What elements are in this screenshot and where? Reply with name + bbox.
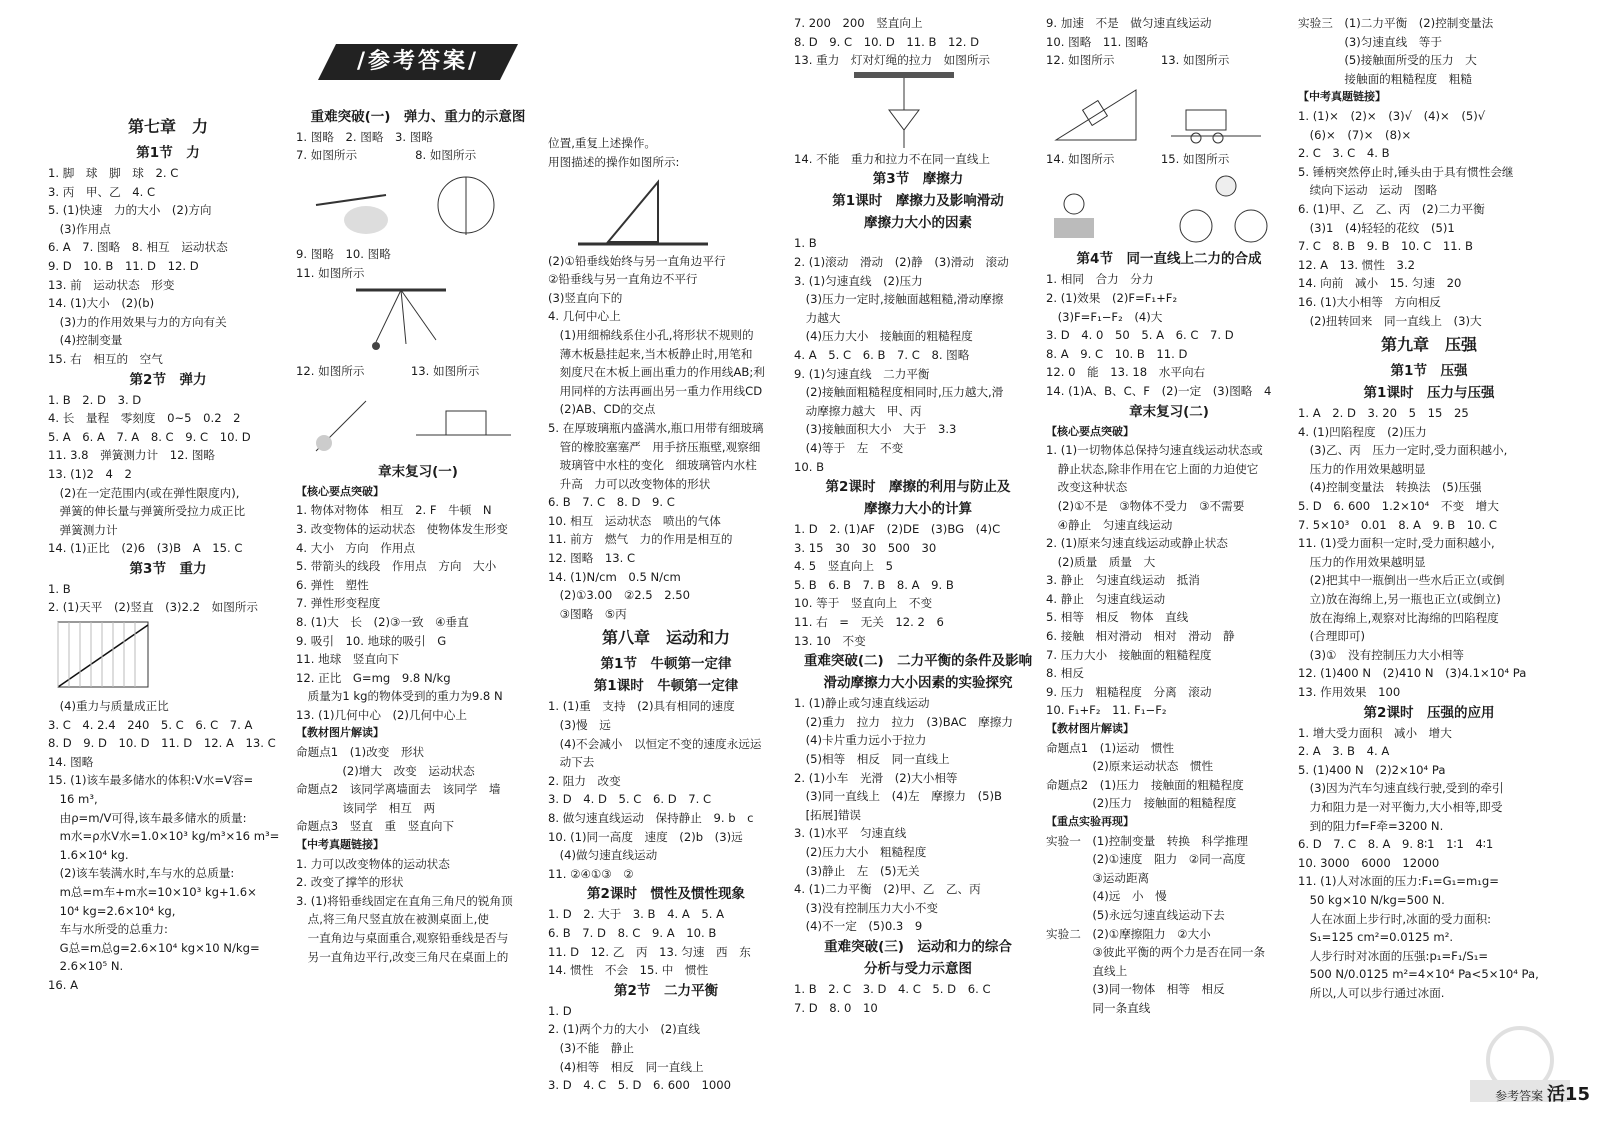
answer-line: 7. 压力大小 接触面的粗糙程度 [1046, 647, 1212, 662]
answer-line: (3)作用点 [48, 221, 111, 236]
answer-line: 一直角边与桌面重合,观察铅垂线是否与 [296, 931, 509, 945]
figure-fig1213b-icon [1046, 70, 1292, 150]
answer-line: 同一条直线 [1046, 1000, 1151, 1015]
answer-line: 3. D 4. C 5. D 6. 600 1000 [548, 1078, 731, 1093]
answer-line: 4. 大小 方向 作用点 [296, 540, 416, 555]
answer-line: 9. 加速 不是 做匀速直线运动 [1046, 16, 1212, 30]
answer-line: (2)AB、CD的交点 [548, 402, 656, 417]
section-title: 滑动摩擦力大小因素的实验探究 [823, 675, 1013, 692]
answer-line: 4. 长 量程 零刻度 0~5 0.2 2 [48, 411, 241, 426]
answer-line: 14. 如图所示 15. 如图所示 [1046, 151, 1230, 166]
answer-line: 13. (1)2 4 2 [48, 466, 132, 481]
answer-line: ③彼此平衡的两个力是否在同一条 [1046, 945, 1266, 960]
answer-line: ④静止 匀速直线运动 [1046, 517, 1173, 532]
answer-line: 6. 接触 相对滑动 相对 滑动 静 [1046, 629, 1235, 644]
answer-line: (3)压力一定时,接触面越粗糙,滑动摩擦 [794, 292, 1004, 307]
answer-line: [拓展]错误 [794, 807, 862, 822]
section-title: 第1课时 摩擦力及影响滑动 [832, 193, 1004, 210]
answer-line: 1. D [548, 1003, 572, 1018]
page-footer [1420, 1080, 1590, 1106]
answer-line: 7. 5×10³ 0.01 8. A 9. B 10. C [1298, 517, 1498, 532]
answer-line: (3)F=F₁−F₂ (4)大 [1046, 309, 1163, 324]
subsection-tag: 【教材图片解读】 [1046, 722, 1134, 736]
section-title: 第1课时 牛顿第一定律 [593, 678, 739, 695]
answer-line: 11. 地球 竖直向下 [296, 652, 400, 667]
answer-line: 3. D 4. D 5. C 6. D 7. C [548, 792, 712, 807]
answer-line: (4)远 小 慢 [1046, 889, 1167, 904]
answer-line: 7. 200 200 竖直向上 [794, 16, 923, 30]
answer-line: (3)力的作用效果与力的方向有关 [48, 314, 227, 329]
answer-line: (2)原来运动状态 惯性 [1046, 759, 1214, 774]
answer-line: 5. 在厚玻璃瓶内盛满水,瓶口用带有细玻璃 [548, 420, 764, 435]
answer-line: (3)1 (4)轻轻的花纹 (5)1 [1298, 220, 1455, 235]
answer-line: (5)永远匀速直线运动下去 [1046, 907, 1225, 922]
answer-line: 2. C 3. C 4. B [1298, 146, 1390, 161]
answer-line: 3. (1)匀速直线 (2)压力 [794, 273, 923, 288]
section-title: 第2节 二力平衡 [614, 982, 718, 999]
answer-line: 1. A 2. D 3. 20 5 15 25 [1298, 406, 1469, 421]
answer-line: (3)接触面积大小 大于 3.3 [794, 422, 957, 437]
answer-line: (3)不能 静止 [548, 1040, 634, 1055]
answer-line: (4)等于 左 不变 [794, 440, 904, 455]
subsection-tag: 【中考真题链接】 [296, 838, 384, 852]
answer-line: 用图描述的操作如图所示: [548, 154, 680, 169]
answer-line: (3)① 没有控制压力大小相等 [1298, 647, 1464, 662]
answer-line: 8. A 9. C 10. B 11. D [1046, 346, 1188, 361]
section-title: 第4节 同一直线上二力的合成 [1076, 251, 1262, 268]
answer-line: 12. 正比 G=mg 9.8 N/kg [296, 670, 451, 685]
answer-line: 放在海绵上,观察对比海绵的凹陷程度 [1298, 610, 1499, 625]
answer-line: G总=m总g=2.6×10⁴ kg×10 N/kg= [48, 940, 260, 955]
answer-line: 9. 图略 10. 图略 [296, 246, 391, 261]
figure-lamp-icon [794, 70, 1042, 150]
answer-line: 5. A 6. A 7. A 8. C 9. C 10. D [48, 429, 251, 444]
answer-line: 1. 物体对物体 相互 2. F 牛顿 N [296, 503, 492, 518]
answer-line: 9. 吸引 10. 地球的吸引 G [296, 633, 447, 648]
answer-line: 13. 重力 灯对灯绳的拉力 如图所示 [794, 53, 991, 68]
answer-line: 14. 向前 减小 15. 匀速 20 [1298, 276, 1462, 291]
answer-line: 实验一 (1)控制变量 转换 科学推理 [1046, 833, 1248, 848]
answer-line: (4)做匀速直线运动 [548, 848, 658, 863]
answer-line: (4)重力与质量成正比 [48, 699, 169, 714]
answer-line: 弹簧的伸长量与弹簧所受拉力成正比 [48, 504, 246, 519]
answer-line: 16. (1)大小相等 方向相反 [1298, 294, 1441, 309]
answer-line: 4. A 5. C 6. B 7. C 8. 图略 [794, 347, 970, 362]
answer-line: 12. 图略 13. C [548, 551, 636, 566]
section-title: 摩擦力大小的因素 [864, 215, 972, 232]
answer-line: 力越大 [794, 310, 841, 325]
answer-line: 1. D 2. (1)AF (2)DE (3)BG (4)C [794, 522, 1001, 537]
answer-line: 2. (1)滚动 滑动 (2)静 (3)滑动 滚动 [794, 254, 1009, 269]
answer-line: 10. (1)同一高度 速度 (2)b (3)远 [548, 829, 743, 844]
answer-line: 点,将三角尺竖直放在被测桌面上,使 [296, 912, 489, 927]
answer-line: (2)增大 改变 运动状态 [296, 763, 475, 778]
answer-line: 4. (1)二力平衡 (2)甲、乙 乙、丙 [794, 882, 981, 897]
answer-line: 动下去 [548, 755, 595, 770]
answer-line: 1. (1)重 支持 (2)具有相同的速度 [548, 699, 735, 714]
answer-line: ②铅垂线与另一直角边不平行 [548, 272, 698, 287]
answer-line: S₁=125 cm²=0.0125 m². [1298, 930, 1454, 945]
answer-line: 动摩擦力越大 甲、丙 [794, 403, 922, 418]
answer-line: 压力的作用效果越明显 [1298, 461, 1426, 476]
column-6 [1298, 14, 1560, 1003]
answer-line: (3)慢 远 [548, 718, 611, 733]
answer-line: 位置,重复上述操作。 [548, 136, 657, 151]
answer-line: 命题点2 该同学离墙面去 该同学 墙 [296, 782, 501, 797]
answer-line: (2)质量 质量 大 [1046, 554, 1156, 569]
answer-line: 500 N/0.0125 m²=4×10⁴ Pa<5×10⁴ Pa, [1298, 967, 1539, 982]
answer-line: 9. D 10. B 11. D 12. D [48, 258, 199, 273]
answer-line: 11. (1)受力面积一定时,受力面积越小, [1298, 536, 1495, 551]
answer-line: 6. (1)甲、乙 乙、丙 (2)二力平衡 [1298, 201, 1485, 216]
answer-line: 5. (1)快速 力的大小 (2)方向 [48, 203, 212, 218]
answer-line: 2.6×10⁵ N. [48, 959, 124, 974]
answer-line: 4. 静止 匀速直线运动 [1046, 591, 1166, 606]
column-1 [48, 112, 288, 995]
answer-line: 1. B 2. C 3. D 4. C 5. D 6. C [794, 981, 991, 996]
answer-line: 6. D 7. C 8. A 9. 8∶1 1∶1 4∶1 [1298, 837, 1494, 852]
answer-line: (6)× (7)× (8)× [1298, 127, 1412, 142]
answer-line: (1)用细棉线系住小孔,将形状不规则的 [548, 327, 754, 342]
answer-line: 1. 图略 2. 图略 3. 图略 [296, 129, 433, 144]
answer-line: 1. (1)× (2)× (3)√ (4)× (5)√ [1298, 108, 1486, 123]
answer-line: 实验二 (2)①摩擦阻力 ②大小 [1046, 926, 1211, 941]
answer-line: (2)扭转回来 同一直线上 (3)大 [1298, 313, 1482, 328]
spacer [296, 87, 540, 106]
answer-line: 11. 3.8 弹簧测力计 12. 图略 [48, 448, 216, 463]
answer-line: 车与水所受的总重力: [48, 922, 168, 937]
answer-line: (3)乙、丙 压力一定时,受力面积越小, [1298, 443, 1508, 458]
answer-line: 到的阻力f=F牵=3200 N. [1298, 818, 1444, 833]
answer-line: 命题点1 (1)改变 形状 [296, 745, 425, 760]
answer-line: 质量为1 kg的物体受到的重力为9.8 N [296, 689, 503, 704]
answer-line: 4. (1)凹陷程度 (2)压力 [1298, 424, 1427, 439]
answer-line: 10⁴ kg=2.6×10⁴ kg, [48, 903, 176, 918]
answer-line: 1. D 2. 大于 3. B 4. A 5. A [548, 907, 725, 922]
answer-line: 14. (1)A、B、C、F (2)一定 (3)图略 4 [1046, 383, 1272, 398]
figure-fig78-icon [296, 165, 540, 245]
banner-title: /参考答案/ [356, 49, 480, 74]
column-5 [1046, 14, 1292, 1018]
answer-line: (4)不会减小 以恒定不变的速度永远运 [548, 736, 762, 751]
figure-tri-icon [548, 172, 784, 252]
answer-line: 14. (1)N/cm 0.5 N/cm [548, 569, 681, 584]
section-title: 重难突破(三) 运动和力的综合 [824, 938, 1012, 955]
answer-line: (2)在一定范围内(或在弹性限度内), [48, 485, 240, 500]
answer-line: 16 m³, [48, 792, 98, 807]
answer-line: 2. 改变了撑竿的形状 [296, 875, 404, 890]
answer-line: 13. (1)几何中心 (2)几何中心上 [296, 707, 467, 722]
answer-line: 14. 图略 [48, 754, 94, 769]
answer-line: 7. 弹性形变程度 [296, 596, 381, 611]
section-title: 第2课时 惯性及惯性现象 [587, 886, 745, 903]
answer-line: 13. 作用效果 100 [1298, 685, 1401, 699]
section-title: 第2课时 压强的应用 [1363, 704, 1495, 721]
answer-line: (2)把其中一瓶倒出一些水后正立(或倒 [1298, 573, 1505, 588]
answer-line: 1. 力可以改变物体的运动状态 [296, 856, 450, 871]
answer-line: 由ρ=m/V可得,该车最多储水的质量: [48, 810, 247, 825]
answer-line: 8. 相反 [1046, 666, 1084, 681]
section-title: 第1课时 压力与压强 [1363, 385, 1495, 402]
answer-line: 1.6×10⁴ kg. [48, 847, 129, 862]
answer-line: 实验三 (1)二力平衡 (2)控制变量法 [1298, 16, 1494, 30]
answer-line: (2)压力大小 粗糙程度 [794, 845, 927, 859]
answer-line: 5. 带箭头的线段 作用点 方向 大小 [296, 559, 497, 574]
column-2 [296, 50, 540, 966]
answer-line: 命题点1 (1)运动 惯性 [1046, 740, 1175, 755]
answer-line: 2. (1)两个力的大小 (2)直线 [548, 1022, 700, 1037]
answer-line: 3. 静止 匀速直线运动 抵消 [1046, 573, 1200, 588]
answer-line: 用同样的方法再画出另一重力作用线CD [548, 383, 763, 398]
figure-bike-icon [1046, 168, 1292, 248]
answer-line: 直线上 [1046, 963, 1128, 978]
section-title: 第1节 压强 [1390, 363, 1468, 380]
column-3 [548, 60, 784, 1095]
answer-line: 5. 锤柄突然停止时,锤头由于具有惯性会继 [1298, 164, 1514, 179]
answer-line: 14. 不能 重力和拉力不在同一直线上 [794, 151, 991, 166]
answer-line: (3)静止 左 (5)无关 [794, 863, 920, 878]
footer-label: 参考答案 [1495, 1089, 1544, 1103]
chapter-title: 第九章 压强 [1380, 335, 1477, 355]
answer-line: 6. B 7. C 8. D 9. C [548, 495, 675, 510]
answer-line: 11. (1)人对冰面的压力:F₁=G₁=m₁g= [1298, 874, 1500, 889]
answer-line: (2)①速度 阻力 ②同一高度 [1046, 852, 1246, 867]
answer-line: (2)重力 拉力 拉力 (3)BAC 摩擦力 [794, 714, 1013, 729]
column-4 [794, 14, 1042, 1017]
answer-line: 8. (1)大 长 (2)③一致 ④垂直 [296, 614, 469, 629]
answer-line: 改变这种状态 [1046, 480, 1128, 495]
answer-line: (2)接触面粗糙程度相同时,压力越大,滑 [794, 385, 1004, 400]
answer-line: (4)控制变量法 转换法 (5)压强 [1298, 480, 1482, 495]
section-title: 分析与受力示意图 [864, 960, 972, 977]
answer-line: (3)同一直线上 (4)左 摩擦力 (5)B [794, 789, 1002, 804]
answer-line: (2)①不是 ③物体不受力 ③不需要 [1046, 498, 1245, 513]
answer-line: 升高 力可以改变物体的形状 [548, 476, 711, 491]
answer-line: 14. 惯性 不会 15. 中 惯性 [548, 963, 709, 978]
answer-line: 压力的作用效果越明显 [1298, 554, 1426, 569]
answer-line: (3)竖直向下的 [548, 290, 623, 305]
answer-line: 15. 右 相互的 空气 [48, 351, 163, 366]
answer-line: 1. 增大受力面积 减小 增大 [1298, 725, 1452, 740]
answer-line: 11. 前方 燃气 力的作用是相互的 [548, 532, 733, 547]
answer-line: 10. B [794, 459, 825, 474]
answer-line: (2)压力 接触面的粗糙程度 [1046, 796, 1237, 811]
answer-line: 7. C 8. B 9. B 10. C 11. B [1298, 239, 1473, 254]
answer-line: 3. C 4. 2.4 240 5. C 6. C 7. A [48, 717, 253, 732]
answer-line: 1. 相同 合力 分力 [1046, 272, 1154, 287]
subsection-tag: 【教材图片解读】 [296, 726, 384, 740]
answer-line: 16. A [48, 977, 79, 992]
section-title: 第2课时 摩擦的利用与防止及 [825, 479, 1011, 496]
answer-line: 弹簧测力计 [48, 522, 118, 537]
answer-line: 14. (1)大小 (2)(b) [48, 296, 155, 311]
answer-line: 3. (1)将铅垂线固定在直角三角尺的锐角顶 [296, 893, 513, 908]
answer-line: 2. (1)小车 光滑 (2)大小相等 [794, 770, 958, 785]
answer-line: 6. 弹性 塑性 [296, 577, 369, 592]
section-title: 第1节 力 [136, 145, 200, 161]
answer-line: 10. 3000 6000 12000 [1298, 855, 1440, 870]
answer-line: 10. 相互 运动状态 喷出的气体 [548, 513, 721, 528]
figure-fig11-icon [296, 282, 540, 362]
answer-line: 14. (1)正比 (2)6 (3)B A 15. C [48, 541, 243, 556]
answer-line: 8. D 9. D 10. D 11. D 12. A 13. C [48, 736, 276, 751]
answer-line: 力和阻力是一对平衡力,大小相等,即受 [1298, 799, 1503, 814]
answer-line: 8. 做匀速直线运动 保持静止 9. b c [548, 811, 754, 825]
answer-line: 3. 改变物体的运动状态 使物体发生形变 [296, 521, 508, 536]
answer-line: ③图略 ⑤丙 [548, 606, 627, 621]
chapter-title: 第七章 力 [127, 117, 208, 136]
answer-line: 8. D 9. C 10. D 11. B 12. D [794, 34, 980, 49]
answer-line: (4)控制变量 [48, 333, 123, 348]
answer-line: 2. (1)原来匀速直线运动或静止状态 [1046, 536, 1228, 551]
answer-line: 该同学 相互 两 [296, 800, 436, 815]
answer-line: 1. B 2. D 3. D [48, 392, 142, 407]
answer-line: 立)放在海绵上,另一瓶也正立(或倒立) [1298, 592, 1501, 607]
answer-line: 12. 如图所示 13. 如图所示 [296, 364, 480, 379]
answer-line: 12. A 13. 惯性 3.2 [1298, 257, 1415, 272]
answer-line: 12. 如图所示 13. 如图所示 [1046, 53, 1230, 68]
answer-line: 10. F₁+F₂ 11. F₁−F₂ [1046, 703, 1167, 718]
answer-line: (2)①铅垂线始终与另一直角边平行 [548, 253, 726, 268]
answer-line: 11. 右 = 无关 12. 2 6 [794, 615, 944, 630]
answer-line: m总=m车+m水=10×10³ kg+1.6× [48, 885, 257, 899]
section-title: 章末复习(二) [1129, 403, 1209, 420]
answer-line: (4)压力大小 接触面的粗糙程度 [794, 329, 973, 344]
answer-line: 人在冰面上步行时,冰面的受力面积: [1298, 911, 1492, 926]
answer-line: (3)同一物体 相等 相反 [1046, 982, 1225, 997]
answer-line: 12. 0 能 13. 18 水平向右 [1046, 365, 1206, 380]
section-title: 第2节 弹力 [129, 371, 207, 388]
subsection-tag: 【中考真题链接】 [1298, 90, 1386, 104]
subsection-tag: 【核心要点突破】 [1046, 424, 1134, 438]
answer-line: 刻度尺在木板上画出重力的作用线AB;利 [548, 365, 765, 380]
answer-line: (合理即可) [1298, 629, 1366, 644]
answer-line: 静止状态,除非作用在它上面的力迫使它 [1046, 461, 1259, 476]
answer-line: 玻璃管中水柱的变化 细玻璃管内水柱 [548, 458, 757, 473]
answer-line: 13. 前 运动状态 形变 [48, 277, 175, 292]
answer-line: (5)接触面所受的压力 大 [1298, 53, 1477, 68]
answer-line: 4. 几何中心上 [548, 309, 621, 324]
answer-line: 另一直角边平行,改变三角尺在桌面上的 [296, 949, 509, 964]
answer-line: 命题点3 竖直 重 竖直向下 [296, 819, 455, 834]
answer-line: 2. (1)效果 (2)F=F₁+F₂ [1046, 290, 1178, 305]
answer-line: (5)相等 相反 同一直线上 [794, 752, 950, 767]
answer-line: (4)相等 相反 同一直线上 [548, 1059, 704, 1074]
answer-line: 9. 压力 粗糙程度 分离 滚动 [1046, 684, 1212, 699]
answer-line: 11. ②④①③ ② [548, 866, 634, 881]
answer-line: 6. A 7. 图略 8. 相互 运动状态 [48, 240, 228, 255]
answer-line: 命题点2 (1)压力 接触面的粗糙程度 [1046, 777, 1244, 792]
spacer [296, 69, 540, 88]
answer-line: 10. 等于 竖直向上 不变 [794, 596, 933, 611]
answer-line: 4. 5 竖直向上 5 [794, 559, 894, 574]
spacer [548, 116, 784, 135]
answer-line: 3. D 4. 0 50 5. A 6. C 7. D [1046, 328, 1234, 343]
answer-line: 1. B [48, 581, 71, 596]
answer-line: 5. (1)400 N (2)2×10⁴ Pa [1298, 762, 1446, 777]
answer-line: 续向下运动 运动 图略 [1298, 183, 1438, 198]
answer-line: (3)因为汽车匀速直线行驶,受到的牵引 [1298, 781, 1504, 796]
answer-line: (4)不一定 (5)0.3 9 [794, 919, 923, 934]
figure-graph-icon [48, 617, 288, 697]
section-title: 第3节 摩擦力 [872, 171, 964, 188]
answer-line: 2. (1)天平 (2)竖直 (3)2.2 如图所示 [48, 600, 258, 615]
answer-line: 管的橡胶塞塞严 用手挤压瓶壁,观察细 [548, 439, 761, 454]
answer-line: 5. D 6. 600 1.2×10⁴ 不变 增大 [1298, 499, 1499, 514]
answer-line: 1. 脚 球 脚 球 2. C [48, 166, 179, 180]
answer-line: (2)该车装满水时,车与水的总质量: [48, 866, 235, 881]
answer-line: 6. B 7. D 8. C 9. A 10. B [548, 925, 717, 940]
answer-line: 10. 图略 11. 图略 [1046, 34, 1149, 49]
answer-line: 薄木板悬挂起来,当木板静止时,用笔和 [548, 346, 753, 361]
spacer [548, 60, 784, 79]
spacer [548, 79, 784, 98]
answer-line: 所以,人可以步行通过冰面. [1298, 985, 1445, 1000]
answer-line: m水=ρ水V水=1.0×10³ kg/m³×16 m³= [48, 829, 280, 844]
section-title: 第3节 重力 [129, 560, 207, 577]
answer-line: 3. 丙 甲、乙 4. C [48, 184, 156, 199]
section-title: 第1节 牛顿第一定律 [600, 656, 732, 673]
spacer [548, 97, 784, 116]
answer-line: 12. (1)400 N (2)410 N (3)4.1×10⁴ Pa [1298, 666, 1527, 681]
answer-line: 7. 如图所示 8. 如图所示 [296, 148, 477, 163]
answer-line: (4)卡片重力远小于拉力 [794, 733, 927, 748]
subsection-tag: 【重点实验再现】 [1046, 815, 1134, 828]
answer-line: 2. A 3. B 4. A [1298, 744, 1390, 759]
answer-line: 13. 10 不变 [794, 633, 866, 648]
answer-line: 11. D 12. 乙 丙 13. 匀速 西 东 [548, 944, 751, 959]
answer-line: 人步行时对冰面的压强:p₁=F₁/S₁= [1298, 948, 1489, 963]
section-title: 摩擦力大小的计算 [864, 501, 972, 518]
section-title: 重难突破(二) 二力平衡的条件及影响 [803, 653, 1033, 670]
spacer [296, 50, 540, 69]
answer-line: (3)没有控制压力大小不变 [794, 900, 938, 915]
page-number: 活15 [1546, 1084, 1590, 1105]
answer-line: 5. 相等 相反 物体 直线 [1046, 610, 1189, 625]
answer-line: 接触面的粗糙程度 粗糙 [1298, 71, 1472, 86]
answer-line: 9. (1)匀速直线 二力平衡 [794, 366, 930, 381]
answer-line: 11. 如图所示 [296, 265, 365, 280]
answer-line: 7. D 8. 0 10 [794, 1000, 878, 1015]
answer-line: 2. 阻力 改变 [548, 773, 621, 788]
answer-line: ③运动距离 [1046, 870, 1150, 885]
answer-line: (2)①3.00 ②2.5 2.50 [548, 588, 691, 603]
answer-line: 1. (1)静止或匀速直线运动 [794, 696, 930, 711]
section-title: 章末复习(一) [378, 463, 458, 480]
chapter-title: 第八章 运动和力 [601, 628, 730, 648]
answer-line: 3. 15 30 30 500 30 [794, 540, 937, 555]
figure-fig1213-icon [296, 381, 540, 461]
subsection-tag: 【核心要点突破】 [296, 484, 384, 498]
answer-line: 15. (1)该车最多储水的体积:V水=V容= [48, 773, 254, 788]
answer-line: 1. B [794, 236, 817, 251]
answer-line: (3)匀速直线 等于 [1298, 34, 1442, 49]
answer-line: 1. (1)一切物体总保持匀速直线运动状态或 [1046, 443, 1263, 458]
answer-line: 5. B 6. B 7. B 8. A 9. B [794, 577, 954, 592]
answer-line: 50 kg×10 N/kg=500 N. [1298, 892, 1445, 907]
section-title: 重难突破(一) 弹力、重力的示意图 [310, 108, 526, 125]
answer-line: 3. (1)水平 匀速直线 [794, 826, 907, 841]
